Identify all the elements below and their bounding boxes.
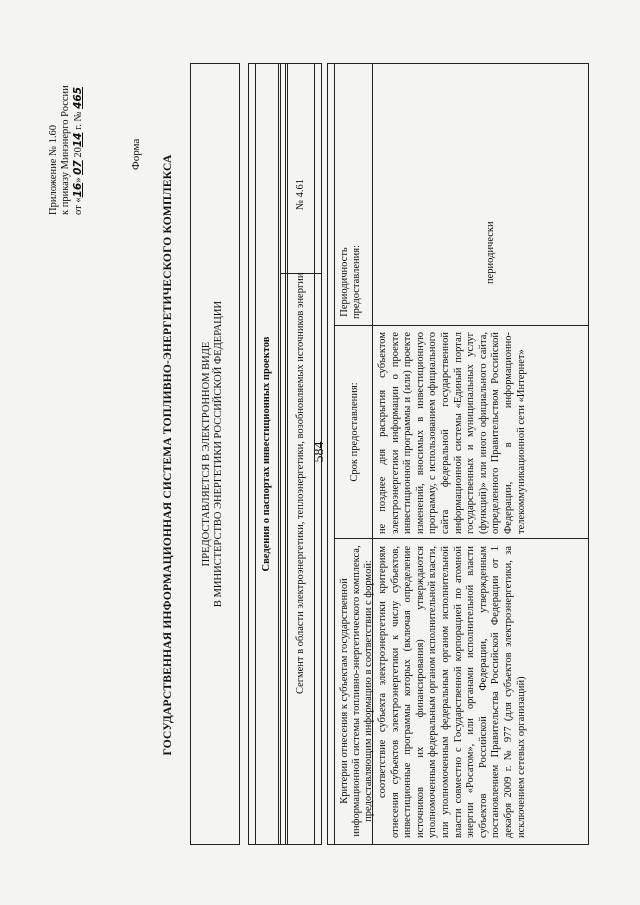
section-title: Сведения о паспортах инвестиционных проектов xyxy=(261,336,272,572)
appendix-month: 07 xyxy=(72,160,84,175)
submission-text xyxy=(201,64,225,844)
segment-number: № 4.61 xyxy=(295,179,306,211)
submission-box xyxy=(190,63,240,845)
cell-periodicity: периодически xyxy=(485,221,496,284)
appendix-day: 16 xyxy=(72,182,84,198)
page-number: 584 xyxy=(312,441,327,463)
header-criteria: Критерии отнесения к субъектам государственной информационной системы топливно-энергетического комплекса, предоставляющим информацию в соответствии с формой: xyxy=(339,545,374,837)
appendix-year: 14 xyxy=(72,132,84,148)
appendix-date-prefix: от « xyxy=(73,197,84,215)
submission-line-2: В МИНИСТЕРСТВО ЭНЕРГЕТИКИ РОССИЙСКОЙ ФЕДЕРАЦИИ xyxy=(213,300,224,608)
appendix-order-prefix: г. № xyxy=(73,108,84,133)
segment-box xyxy=(280,63,322,845)
cell-criteria: соответствие субъекта электроэнергетики критериям отнесения субъектов электроэнергетики к числу субъектов, инвестиционные программы которых (включая определение источников их финансирования) утверждаются уполномоченным федеральным органом исполнительной власти, или уполномоченным федеральным органом исполнительной власти совместно с Государственной корпорацией по атомной энергии «Росатом», или органами исполнительной власти субъектов Российской Федерации, утвержденным постановлением Правительства Российской Федерации от 1 декабря 2009 г. № 977 (для субъектов электроэнергетики, за исключением сетевых организаций) xyxy=(377,546,527,838)
segment-label: Сегмент в области электроэнергетики, теплоэнергетики, возобновляемых источников энергии xyxy=(295,272,306,694)
appendix-order-number: 465 xyxy=(72,86,84,109)
header-deadline: Срок предоставления: xyxy=(349,382,360,482)
appendix-block xyxy=(48,35,85,215)
cell-deadline: не позднее дня раскрытия субъектом электроэнергетики информации о проекте инвестиционной программы и (или) проекте изменений, вносимых в инвестиционную программу, с использованием официального сайта федеральной государственной информационной системы «Единый портал государственных и муниципальных услуг (функций)» или иного официального сайта, определенного Правительством Российской Федерации, в информационно-телекоммуникационной сети «Интернет» xyxy=(377,332,527,534)
appendix-line-3 xyxy=(72,35,85,215)
appendix-line-2: к приказу Минэнерго России xyxy=(60,85,71,215)
form-label: Форма xyxy=(130,138,142,170)
criteria-table-inner xyxy=(334,64,588,844)
appendix-line-1: Приложение № 1.60 xyxy=(48,125,59,215)
header-periodicity: Периодичность предоставления: xyxy=(339,245,362,319)
appendix-year-prefix: 20 xyxy=(73,147,84,161)
submission-line-1: ПРЕДОСТАВЛЯЕТСЯ В ЭЛЕКТРОННОМ ВИДЕ xyxy=(201,341,212,567)
document-title: ГОСУДАРСТВЕННАЯ ИНФОРМАЦИОННАЯ СИСТЕМА ТОПЛИВНО-ЭНЕРГЕТИЧЕСКОГО КОМПЛЕКСА xyxy=(162,154,174,756)
appendix-date-mid: » xyxy=(73,174,84,183)
criteria-table xyxy=(327,63,589,845)
